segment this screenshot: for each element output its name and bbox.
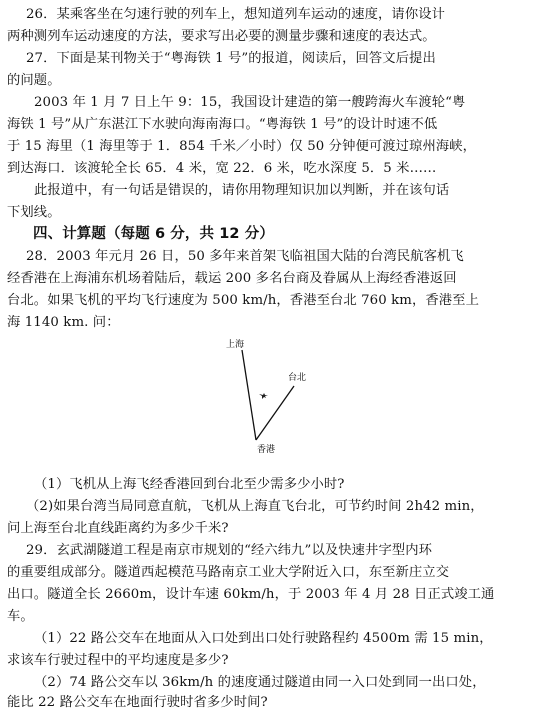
q29-line-1: 29．玄武湖隧道工程是南京市规划的“经六纬九”以及快速井字型内环 [26, 543, 433, 558]
q28-sub-question-2-line-2: 问上海至台北直线距离约为多少千米? [7, 521, 229, 536]
section-heading: 四、计算题（每题 6 分，共 12 分） [33, 226, 274, 242]
q29-line-4: 车。 [7, 609, 34, 624]
q27-instruction-line-1: 此报道中，有一句话是错误的，请你用物理知识加以判断，并在该句话 [34, 183, 450, 198]
q29-sub-question-2-line-1: （2）74 路公交车以 36km/h 的速度通过隧道由同一入口处到同一出口处， [34, 675, 486, 690]
airplane-icon [259, 393, 268, 399]
q29-sub-question-2-line-2: 能比 22 路公交车在地面行驶时省多少时间? [7, 695, 268, 710]
label-shanghai: 上海 [226, 340, 245, 350]
q29-sub-question-1-line-2: 求该车行驶过程中的平均速度是多少? [7, 653, 229, 668]
flight-route-diagram [222, 338, 332, 458]
label-hongkong: 香港 [257, 445, 276, 455]
q29-line-2: 的重要组成部分。隧道西起模范马路南京工业大学附近入口，东至新庄立交 [7, 565, 450, 580]
q29-line-3: 出口。隧道全长 2660m，设计车速 60km/h，于 2003 年 4 月 28 日正式竣工通 [7, 587, 495, 602]
q29-sub-question-1-line-1: （1）22 路公交车在地面从入口处到出口处行驶路程约 4500m 需 15 min， [34, 631, 493, 646]
q28-line-4: 海 1140 km. 问： [7, 315, 120, 330]
q27-instruction-line-2: 下划线。 [7, 205, 61, 220]
q28-line-1: 28．2003 年元月 26 日，50 多年来首架飞临祖国大陆的台湾民航客机飞 [26, 249, 464, 264]
q27-report-line-3: 于 15 海里（1 海里等于 1．854 千米／小时）仅 50 分钟便可渡过琼州海峡， [7, 139, 477, 154]
route-hongkong-taibei [256, 386, 294, 440]
q26-line-2: 两种测列车运动速度的方法，要求写出必要的测量步骤和速度的表达式。 [7, 29, 436, 44]
q27-report-line-1: 2003 年 1 月 7 日上午 9：15，我国设计建造的第一艘跨海火车渡轮“粤 [34, 95, 466, 110]
q27-line-1: 27．下面是某刊物关于“粤海铁 1 号”的报道，阅读后，回答文后提出 [26, 51, 436, 66]
q28-line-3: 台北。如果飞机的平均飞行速度为 500 km/h，香港至台北 760 km，香港至上 [7, 293, 479, 308]
q26-line-1: 26．某乘客坐在匀速行驶的列车上，想知道列车运动的速度，请你设计 [26, 7, 446, 22]
q28-sub-question-1: （1）飞机从上海飞经香港回到台北至少需多少小时? [34, 477, 345, 492]
q27-line-2: 的问题。 [7, 73, 61, 88]
q27-report-line-2: 海铁 1 号”从广东湛江下水驶向海南海口。“粤海铁 1 号”的设计时速不低 [7, 117, 438, 132]
q28-sub-question-2-line-1: （2)如果台湾当局同意直航，飞机从上海直飞台北，可节约时间 2h42 min， [26, 499, 484, 514]
label-taibei: 台北 [288, 373, 307, 383]
route-shanghai-hongkong [242, 350, 256, 440]
q27-report-line-4: 到达海口．该渡轮全长 65．4 米，宽 22．6 米，吃水深度 5．5 米…… [7, 161, 437, 176]
q28-line-2: 经香港在上海浦东机场着陆后，载运 200 多名台商及眷属从上海经香港返回 [7, 271, 457, 286]
